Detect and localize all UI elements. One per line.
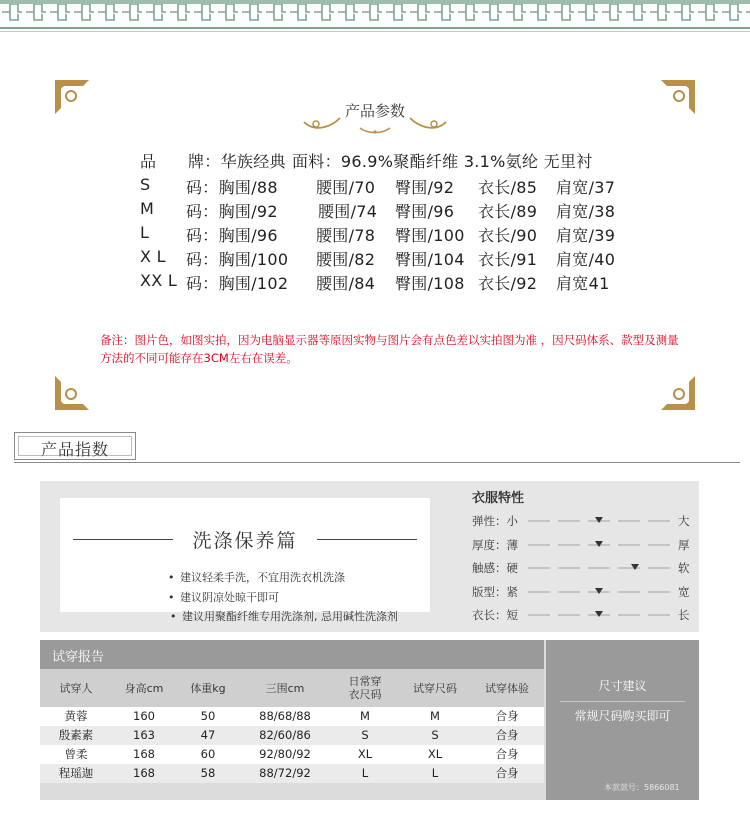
feature-scale	[528, 544, 670, 546]
cell-usual-size: XL	[357, 747, 373, 761]
size-row-xl	[140, 247, 660, 269]
scale-segment	[588, 567, 610, 569]
bullet-icon: •	[168, 571, 175, 584]
section-tab-product-index	[14, 432, 136, 460]
top-lattice-border	[0, 0, 750, 40]
cell-experience: 合身	[495, 728, 519, 742]
size-chest: 码：胸围/100	[186, 250, 289, 269]
size-waist: 腰围/84	[316, 274, 376, 293]
scale-segment	[618, 591, 640, 593]
cell-weight: 58	[200, 766, 216, 780]
corner-ornament-top-left	[53, 78, 93, 118]
cell-experience: 合身	[495, 747, 519, 761]
col-header-experience: 试穿体验	[485, 681, 529, 695]
size-shoulder: 肩宽/39	[556, 226, 616, 245]
size-hip: 臀围/96	[395, 202, 455, 221]
params-title: 产品参数	[344, 102, 405, 120]
cell-try-size: XL	[427, 747, 443, 761]
size-waist: 腰围/82	[316, 250, 376, 269]
scale-segment	[648, 520, 670, 522]
feature-right-fit: 宽	[678, 585, 690, 599]
scale-segment	[648, 591, 670, 593]
params-title-block	[300, 92, 450, 142]
cell-height: 160	[133, 709, 155, 723]
table-row	[40, 707, 544, 726]
table-row	[40, 745, 544, 764]
cell-usual-size: S	[361, 728, 369, 742]
scale-segment	[618, 544, 640, 546]
size-length: 衣长/91	[478, 250, 538, 269]
cell-weight: 47	[200, 728, 216, 742]
size-waist: 腰围/78	[316, 226, 376, 245]
size-chest: 码：胸围/92	[186, 202, 278, 221]
cell-weight: 60	[200, 747, 216, 761]
corner-ornament-bottom-right	[657, 372, 697, 412]
cell-person: 黄蓉	[64, 709, 88, 723]
report-table-header	[40, 669, 544, 707]
size-waist: 腰围/74	[318, 202, 378, 221]
remark-note: 备注：图片色，如图实拍，因为电脑显示器等原因实物与图片会有点色差以实拍图为准 ，因尺码体系、款型及测量方法的不同可能存在3CM左右在误差。	[100, 333, 679, 365]
care-item: • 建议轻柔手洗，不宜用洗衣机洗涤	[168, 571, 345, 584]
size-shoulder: 肩宽/40	[556, 250, 616, 269]
scale-segment	[528, 591, 550, 593]
table-row	[40, 764, 544, 783]
size-label: S	[140, 175, 151, 194]
size-label: L	[140, 223, 150, 242]
size-row-m	[140, 199, 660, 221]
size-label: M	[140, 199, 155, 218]
fabric-value: 面料：96.9%聚酯纤维 3.1%氨纶 无里衬	[292, 152, 593, 171]
scale-segment	[528, 544, 550, 546]
report-title: 试穿报告	[52, 650, 105, 665]
feature-label-length: 衣长：短	[472, 608, 518, 622]
scale-segment	[558, 544, 580, 546]
size-advice-text: 常规尺码购买即可	[574, 709, 671, 723]
style-number: 本款款号：5866081	[604, 783, 680, 792]
bullet-icon: •	[170, 610, 177, 623]
size-advice-divider	[560, 701, 685, 702]
size-chest: 码：胸围/102	[186, 274, 289, 293]
cell-measurements: 88/68/88	[259, 709, 311, 723]
size-shoulder: 肩宽/38	[556, 202, 616, 221]
cell-usual-size: M	[360, 709, 370, 723]
size-length: 衣长/85	[478, 178, 538, 197]
scale-marker-icon	[631, 564, 639, 570]
size-hip: 臀围/100	[395, 226, 465, 245]
col-header-measurements: 三围cm	[265, 681, 305, 695]
scale-segment	[558, 591, 580, 593]
feature-label-fit: 版型：紧	[472, 585, 518, 599]
col-header-try-size: 试穿尺码	[413, 681, 457, 695]
scale-segment	[618, 614, 640, 616]
features-title: 衣服特性	[472, 491, 525, 506]
bullet-icon: •	[168, 591, 175, 604]
scale-segment	[558, 614, 580, 616]
size-length: 衣长/89	[478, 202, 538, 221]
brand-char: 品	[140, 152, 157, 171]
size-row-s	[140, 175, 660, 197]
scale-segment	[618, 520, 640, 522]
cell-try-size: S	[431, 728, 439, 742]
feature-right-thickness: 厚	[678, 538, 690, 552]
brand-row	[140, 149, 660, 171]
size-row-l	[140, 223, 660, 245]
cell-usual-size: L	[361, 766, 369, 780]
cell-measurements: 88/72/92	[259, 766, 311, 780]
size-shoulder: 肩宽41	[556, 274, 610, 293]
cell-person: 殷素素	[58, 728, 94, 742]
section-tab-label: 产品指数	[40, 440, 109, 459]
feature-scale	[528, 614, 670, 616]
feature-scale	[528, 591, 670, 593]
scale-segment	[558, 567, 580, 569]
cell-height: 163	[133, 728, 155, 742]
care-item: • 建议阴凉处晾干即可	[168, 591, 279, 604]
feature-label-touch: 触感：硬	[472, 561, 518, 575]
scale-segment	[648, 567, 670, 569]
col-header-person: 试穿人	[59, 681, 93, 695]
size-hip: 臀围/92	[395, 178, 455, 197]
corner-ornament-top-right	[657, 78, 697, 118]
cell-try-size: M	[430, 709, 440, 723]
scale-segment	[648, 614, 670, 616]
size-advice-panel	[546, 640, 699, 800]
scale-segment	[648, 544, 670, 546]
col-header-weight: 体重kg	[190, 681, 226, 695]
scale-segment	[528, 614, 550, 616]
feature-right-elasticity: 大	[678, 514, 690, 528]
size-label: X L	[140, 247, 166, 266]
care-item: • 建议用聚酯纤维专用洗涤剂, 忌用碱性洗涤剂	[170, 610, 398, 623]
cell-measurements: 92/80/92	[259, 747, 311, 761]
cell-person: 程瑶迦	[58, 766, 94, 780]
fitting-report	[40, 640, 699, 800]
feature-right-touch: 软	[678, 561, 690, 575]
feature-label-elasticity: 弹性：小	[472, 514, 518, 528]
size-row-xxl	[140, 271, 660, 293]
cell-try-size: L	[431, 766, 439, 780]
scale-marker-icon	[595, 588, 603, 594]
cell-height: 168	[133, 747, 155, 761]
care-rule-right	[317, 539, 417, 540]
size-label: XX L	[140, 271, 178, 290]
size-chest: 码：胸围/88	[186, 178, 278, 197]
col-header-height: 身高cm	[124, 681, 164, 695]
cell-experience: 合身	[495, 766, 519, 780]
feature-label-thickness: 厚度：薄	[472, 538, 518, 552]
size-waist: 腰围/70	[316, 178, 376, 197]
table-row	[40, 726, 544, 745]
cell-height: 168	[133, 766, 155, 780]
cell-experience: 合身	[495, 709, 519, 723]
scale-segment	[528, 520, 550, 522]
size-advice-title: 尺寸建议	[598, 679, 647, 693]
brand-value: 牌：华族经典	[188, 152, 286, 171]
size-length: 衣长/90	[478, 226, 538, 245]
scale-segment	[558, 520, 580, 522]
size-chest: 码：胸围/96	[186, 226, 278, 245]
cell-weight: 50	[200, 709, 216, 723]
care-features-panel	[40, 481, 699, 632]
col-header-usual-size	[330, 669, 400, 707]
size-hip: 臀围/104	[395, 250, 465, 269]
corner-ornament-bottom-left	[53, 372, 93, 412]
feature-scale	[528, 520, 670, 522]
feature-right-length: 长	[678, 608, 690, 622]
report-header	[40, 640, 544, 669]
care-title: 洗涤保养篇	[192, 530, 298, 552]
scale-marker-icon	[595, 541, 603, 547]
section-divider	[14, 462, 740, 463]
scale-marker-icon	[595, 611, 603, 617]
scale-marker-icon	[595, 517, 603, 523]
feature-scale	[528, 567, 670, 569]
size-length: 衣长/92	[478, 274, 538, 293]
care-card	[60, 498, 430, 623]
scale-segment	[528, 567, 550, 569]
size-shoulder: 肩宽/37	[556, 178, 616, 197]
cell-person: 曾柔	[64, 747, 88, 761]
usual-size-label: 日常穿 衣尺码	[348, 675, 382, 701]
cell-measurements: 82/60/86	[259, 728, 311, 742]
size-hip: 臀围/108	[395, 274, 465, 293]
